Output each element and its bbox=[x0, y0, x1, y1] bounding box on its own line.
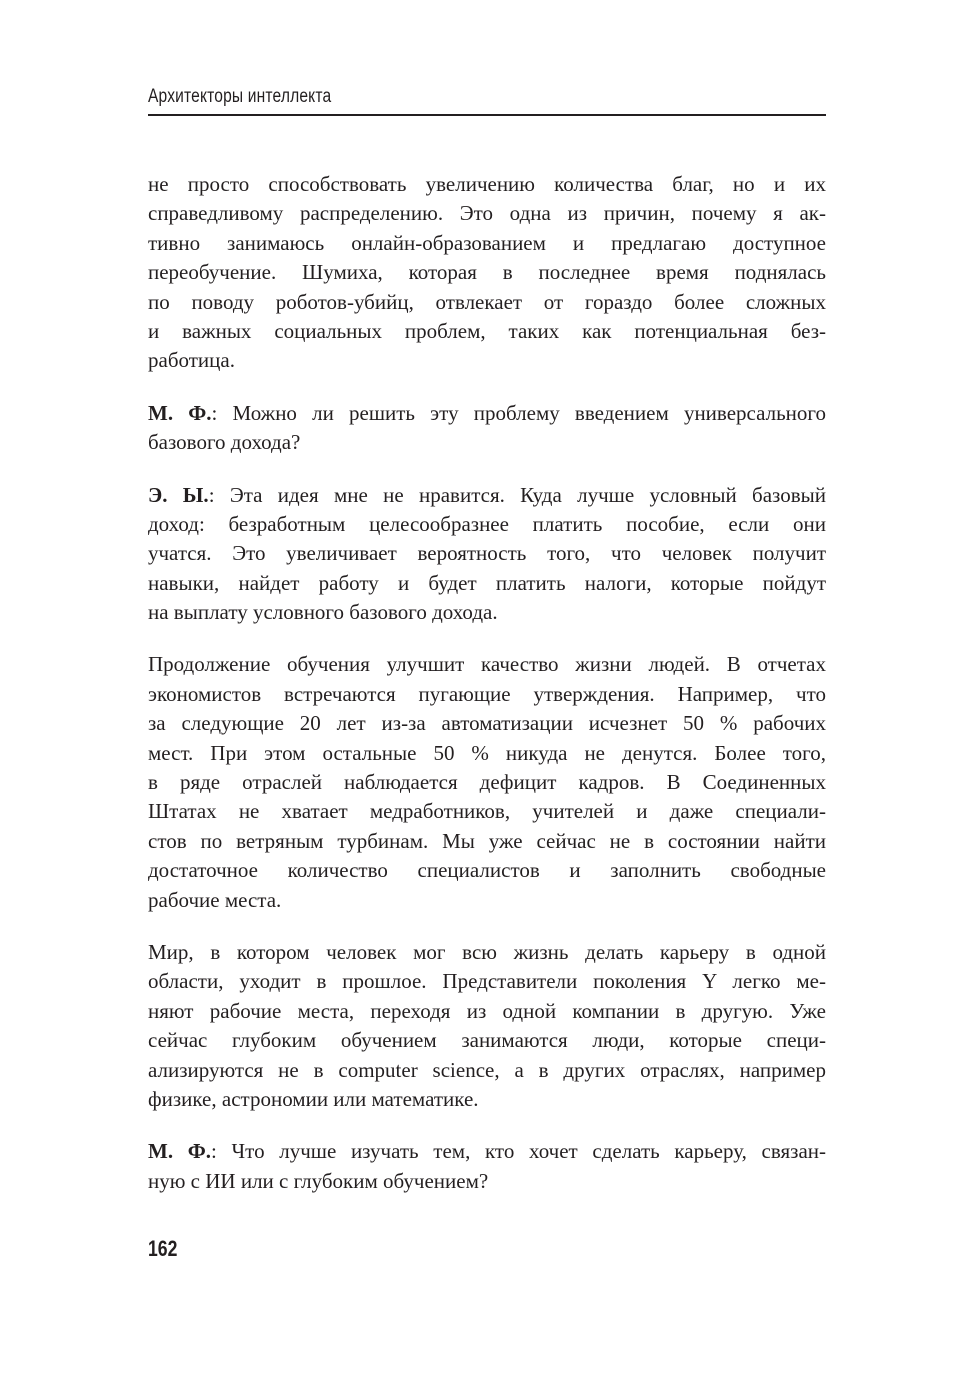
paragraph bbox=[148, 650, 826, 915]
text-line bbox=[148, 170, 826, 199]
line-text: базового дохода? bbox=[148, 430, 301, 455]
text-line bbox=[148, 938, 826, 967]
line-text: Штатах не хватает медработников, учителей и даже специали- bbox=[148, 799, 826, 824]
text-line bbox=[148, 1167, 826, 1196]
dialogue-paragraph bbox=[148, 399, 826, 458]
line-text: тивно занимаюсь онлайн-образованием и предлагаю доступное bbox=[148, 230, 826, 255]
line-text: ализируются не в computer science, а в других отраслях, например bbox=[148, 1057, 826, 1082]
line-text: доход: безработным целесообразнее платить пособие, если они bbox=[148, 511, 826, 536]
line-text: мест. При этом остальные 50 % никуда не денутся. Более того, bbox=[148, 740, 826, 765]
line-text: : Что лучше изучать тем, кто хочет сделать карьеру, связан- bbox=[211, 1139, 826, 1164]
line-text: няют рабочие места, переходя из одной компании в другую. Уже bbox=[148, 998, 826, 1023]
line-text: стов по ветряным турбинам. Мы уже сейчас не в состоянии найти bbox=[148, 828, 826, 853]
text-line bbox=[148, 288, 826, 317]
text-line bbox=[148, 1056, 826, 1085]
line-text: сейчас глубоким обучением занимаются люди, которые специ- bbox=[148, 1028, 826, 1053]
text-line bbox=[148, 399, 826, 428]
text-line bbox=[148, 680, 826, 709]
line-text: Мир, в котором человек мог всю жизнь делать карьеру в одной bbox=[148, 939, 826, 964]
line-text: не просто способствовать увеличению количества благ, но и их bbox=[148, 172, 826, 196]
line-text: справедливому распределению. Это одна из причин, почему я ак- bbox=[148, 201, 826, 226]
text-line bbox=[148, 997, 826, 1026]
text-line bbox=[148, 539, 826, 568]
text-line bbox=[148, 481, 826, 510]
paragraph bbox=[148, 170, 826, 376]
text-line bbox=[148, 967, 826, 996]
text-line bbox=[148, 346, 826, 375]
text-line bbox=[148, 317, 826, 346]
line-text: ную с ИИ или с глубоким обучением? bbox=[148, 1168, 489, 1193]
line-text: и важных социальных проблем, таких как потенциальная без- bbox=[148, 318, 826, 343]
text-line bbox=[148, 827, 826, 856]
text-line bbox=[148, 598, 826, 627]
text-line bbox=[148, 856, 826, 885]
text-line bbox=[148, 229, 826, 258]
paragraph bbox=[148, 938, 826, 1114]
speaker-label: Э. Ы. bbox=[148, 482, 209, 507]
line-text: за следующие 20 лет из-за автоматизации исчезнет 50 % рабочих bbox=[148, 711, 826, 736]
speaker-label: М. Ф. bbox=[148, 1139, 212, 1164]
line-text: в ряде отраслей наблюдается дефицит кадров. В Соединенных bbox=[148, 770, 826, 795]
line-text: области, уходит в прошлое. Представители поколения Y легко ме- bbox=[148, 969, 826, 994]
header-rule bbox=[148, 114, 826, 116]
text-line bbox=[148, 1085, 826, 1114]
text-line bbox=[148, 510, 826, 539]
line-text: : Эта идея мне не нравится. Куда лучше условный базовый bbox=[208, 482, 826, 507]
text-line bbox=[148, 428, 826, 457]
line-text: : Можно ли решить эту проблему введением универсального bbox=[211, 400, 827, 425]
dialogue-paragraph bbox=[148, 481, 826, 628]
text-line bbox=[148, 258, 826, 287]
dialogue-paragraph bbox=[148, 1137, 826, 1196]
line-text: на выплату условного базового дохода. bbox=[148, 600, 498, 625]
text-line bbox=[148, 886, 826, 915]
line-text: достаточное количество специалистов и заполнить свободные bbox=[148, 858, 826, 883]
line-text: учатся. Это увеличивает вероятность того, что человек получит bbox=[148, 541, 826, 566]
text-line bbox=[148, 199, 826, 228]
text-line bbox=[148, 650, 826, 679]
text-line bbox=[148, 1137, 826, 1166]
page-number: 162 bbox=[148, 1236, 178, 1261]
line-text: рабочие места. bbox=[148, 887, 282, 912]
running-header: Архитекторы интеллекта bbox=[148, 86, 332, 107]
line-text: навыки, найдет работу и будет платить налоги, которые пойдут bbox=[148, 570, 826, 595]
text-line bbox=[148, 1026, 826, 1055]
line-text: по поводу роботов-убийц, отвлекает от гораздо более сложных bbox=[148, 289, 826, 314]
text-line bbox=[148, 569, 826, 598]
text-line bbox=[148, 768, 826, 797]
line-text: работица. bbox=[148, 348, 235, 373]
line-text: Продолжение обучения улучшит качество жизни людей. В отчетах bbox=[148, 652, 826, 677]
body-text bbox=[148, 170, 826, 1219]
speaker-label: М. Ф. bbox=[148, 400, 212, 425]
text-line bbox=[148, 709, 826, 738]
text-line bbox=[148, 797, 826, 826]
line-text: переобучение. Шумиха, которая в последнее время поднялась bbox=[148, 260, 826, 285]
line-text: физике, астрономии или математике. bbox=[148, 1086, 479, 1111]
line-text: экономистов встречаются пугающие утверждения. Например, что bbox=[148, 681, 826, 706]
text-line bbox=[148, 739, 826, 768]
